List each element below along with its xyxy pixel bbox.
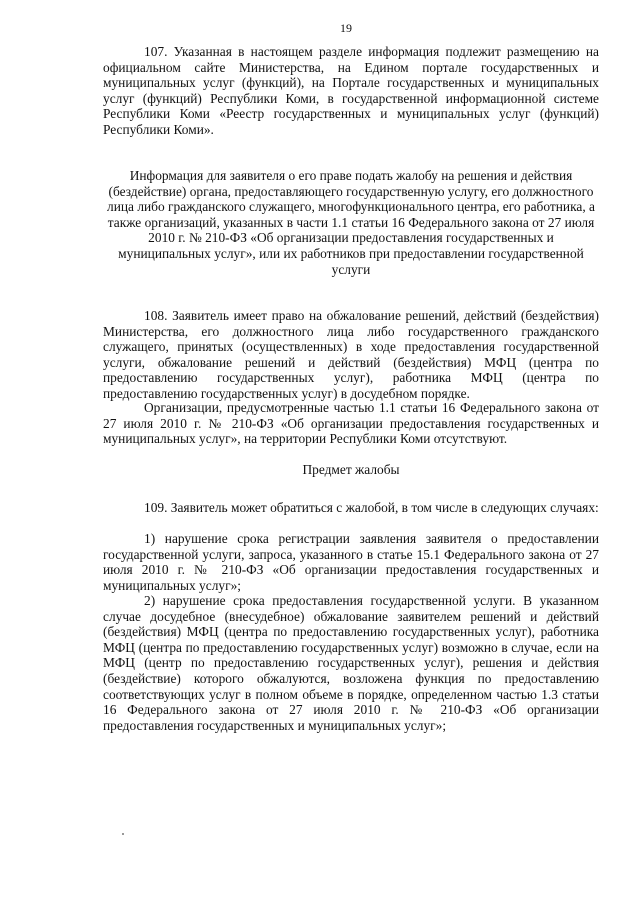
paragraph-108: 108. Заявитель имеет право на обжалование решений, действий (бездействия) Министерства, его должностного лица либо государственного гражданского служащего, принятых (осуществленных) в ходе предоставления государственной услуги, обжалование решений и действий (бездействия) МФЦ (центра по предоставлению государственных услуг), работника МФЦ (центра по предоставлению государственных услуг) в досудебном порядке. xyxy=(103,308,599,401)
paragraph-109: 109. Заявитель может обратиться с жалобой, в том числе в следующих случаях: xyxy=(144,500,599,515)
subheading-complaint-subject: Предмет жалобы xyxy=(302,462,400,477)
page-number: 19 xyxy=(340,21,352,35)
section-heading: Информация для заявителя о его праве подать жалобу на решения и действия (бездействие) органа, предоставляющего государственную услугу, его должностного лица либо гражданского служащего, многофункционального центра, его работника, а также организаций, указанных в части 1.1 статьи 16 Федерального закона от 27 июля 2010 г. № 210-ФЗ «Об организации предоставления государственных и муниципальных услуг», или их работников при предоставлении государственной услуги xyxy=(107,168,595,277)
list-item-1: 1) нарушение срока регистрации заявления заявителя о предоставлении государственной услуги, запроса, указанного в статье 15.1 Федерального закона от 27 июля 2010 г. № 210-ФЗ «Об организации предоставления государственных и муниципальных услуг»; xyxy=(103,531,599,593)
scan-speck xyxy=(122,833,124,835)
paragraph-107: 107. Указанная в настоящем разделе информация подлежит размещению на официальном сайте Министерства, на Едином портале государственных и муниципальных услуг (функций), на Портале государственных и муниципальных услуг (функций) Республики Коми, в государственной информационной системе Республики Коми «Реестр государственных и муниципальных услуг (функций) Республики Коми». xyxy=(103,44,599,137)
paragraph-108-organizations: Организации, предусмотренные частью 1.1 статьи 16 Федерального закона от 27 июля 2010 г. № 210-ФЗ «Об организации предоставления государственных и муниципальных услуг», на территории Республики Коми отсутствуют. xyxy=(103,400,599,447)
list-item-2: 2) нарушение срока предоставления государственной услуги. В указанном случае досудебное (внесудебное) обжалование заявителем решений и действий (бездействия) МФЦ (центра по предоставлению государственных услуг), работника МФЦ (центра по предоставлению государственных услуг) возможно в случае, если на МФЦ (центр по предоставлению государственных услуг), решения и действия (бездействие) которого обжалуются, возложена функция по предоставлению соответствующих услуг в полном объеме в порядке, определенном частью 1.3 статьи 16 Федерального закона от 27 июля 2010 г. № 210-ФЗ «Об организации предоставления государственных и муниципальных услуг»; xyxy=(103,593,599,733)
